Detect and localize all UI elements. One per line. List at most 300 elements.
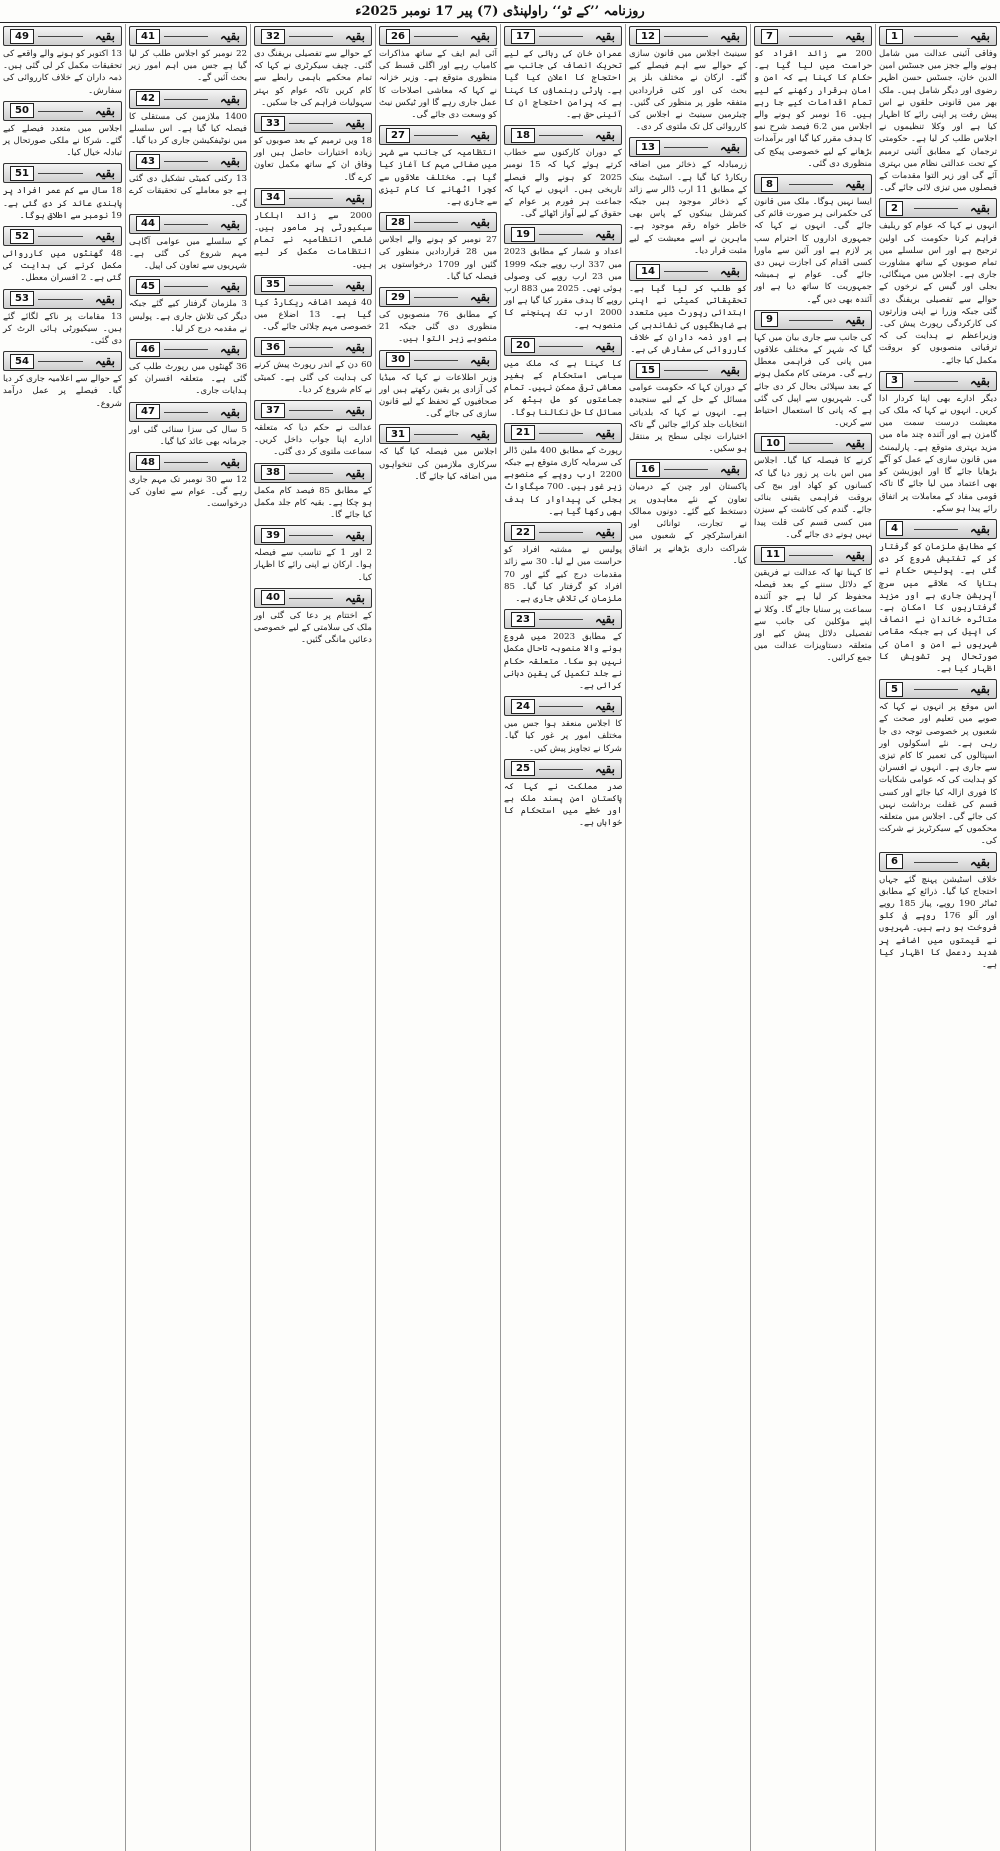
story-body: کی جانب سے جاری بیان میں کہا گیا کہ شہر کے مختلف علاقوں میں پانی کی فراہمی معطل رہے گی۔ مرمتی کام مکمل ہونے کے بعد سپلائی بحال کر دی جائے گی۔ شہریوں سے اپیل کی گئی ہے کہ پانی کا استعمال احتیاط سے کریں۔ [754,332,872,429]
header-swash [164,349,208,350]
continued-story [129,452,247,511]
story-body: 5 سال کی سزا سنائی گئی اور جرمانہ بھی عائد کیا گیا۔ [129,424,247,447]
header-swash [539,619,583,620]
continued-header [504,26,622,46]
story-number: 27 [386,128,410,143]
story-number: 46 [136,342,160,357]
story-number: 15 [636,363,660,378]
continued-label: بقیہ [594,761,615,776]
continued-header [129,214,247,234]
header-swash [539,433,583,434]
continued-story [504,336,622,419]
story-number: 9 [761,312,778,327]
continued-label: بقیہ [719,264,740,279]
continued-story [879,198,997,366]
header-swash [164,462,208,463]
continued-header [3,351,122,371]
continued-story [629,459,747,566]
header-swash [289,123,333,124]
header-swash [789,184,833,185]
story-number: 34 [261,190,285,205]
story-body: کے دوران کہا کہ حکومت عوامی مسائل کے حل کے لیے سنجیدہ ہے۔ انہوں نے کہا کہ بلدیاتی انتخابات جلد کرائے جائیں گے تاکہ اختیارات نچلی سطح پر منتقل ہو سکیں۔ [629,383,747,455]
story-number: 38 [261,465,285,480]
story-body: پاکستان اور چین کے درمیان تعاون کے نئے معاہدوں پر دستخط کیے گئے۔ دونوں ممالک نے تجارت، توانائی اور انفراسٹرکچر کے شعبوں میں شراکت داری بڑھانے پر اتفاق کیا۔ [629,482,747,566]
continued-header [129,402,247,422]
story-number: 6 [886,854,903,869]
continued-story [504,759,622,830]
continued-header [254,588,372,608]
story-body: 2 اور 1 کے تناسب سے فیصلہ ہوا۔ ارکان نے اپنی رائے کا اظہار کیا۔ [254,548,372,583]
continued-header [754,310,872,330]
continued-label: بقیہ [94,166,115,181]
story-number: 42 [136,91,160,106]
story-number: 53 [10,291,34,306]
continued-label: بقیہ [469,427,490,442]
continued-story [379,424,497,483]
continued-label: بقیہ [344,190,365,205]
story-number: 3 [886,373,903,388]
continued-story [3,163,122,222]
story-number: 49 [10,29,34,44]
continued-story [129,151,247,210]
continued-header [879,679,997,699]
header-swash [38,36,83,37]
continued-header [254,525,372,545]
story-body: کا اجلاس منعقد ہوا جس میں مختلف امور پر غور کیا گیا۔ شرکا نے تجاویز پیش کیں۔ [504,719,622,754]
continued-story [504,423,622,518]
story-body: کا کہنا تھا کہ عدالت نے فریقین کے دلائل سننے کے بعد فیصلہ محفوظ کر لیا ہے جو آئندہ سماعت پر سنایا جائے گا۔ وکلا نے اپنے مؤکلین کی جانب سے تفصیلی دلائل پیش کیے اور متعلقہ دستاویزات عدالت میں جمع کرائیں۔ [754,567,872,664]
story-body: 22 نومبر کو اجلاس طلب کر لیا گیا ہے جس میں اہم امور زیر بحث آئیں گے۔ [129,49,247,84]
continued-header [754,545,872,565]
continued-label: بقیہ [219,279,240,294]
continued-header [3,289,122,309]
header-swash [289,598,333,599]
continued-story [504,125,622,220]
continued-label: بقیہ [219,342,240,357]
header-swash [38,299,83,300]
continued-header [504,423,622,443]
continued-header [629,459,747,479]
continued-label: بقیہ [219,154,240,169]
story-number: 47 [136,404,160,419]
header-swash [38,361,83,362]
continued-story [879,519,997,675]
continued-story [629,137,747,257]
header-swash [664,469,708,470]
story-number: 2 [886,201,903,216]
news-column [250,24,375,1851]
continued-label: بقیہ [344,528,365,543]
continued-label: بقیہ [594,29,615,43]
continued-header [879,852,997,872]
continued-story [254,588,372,647]
continued-story [504,26,622,121]
header-swash [914,862,958,863]
story-number: 31 [386,427,410,442]
header-swash [289,410,333,411]
continued-header [254,275,372,295]
continued-label: بقیہ [844,177,865,192]
story-body: 200 سے زائد افراد کو حراست میں لیا گیا ہے۔ حکام کا کہنا ہے کہ امن و امان برقرار رکھنے کے لیے تمام اقدامات کیے جا رہے ہیں۔ 16 نومبر کو ہونے والے اجلاس میں 6.2 فیصد شرح نمو کا ہدف مقرر کیا گیا اور برآمدات بڑھانے کے لیے خصوصی پیکج کی منظوری دی گئی۔ [754,49,873,169]
continued-header [254,113,372,133]
continued-label: بقیہ [969,854,990,869]
story-body: کے سلسلے میں عوامی آگاہی مہم شروع کی گئی ہے۔ شہریوں سے تعاون کی اپیل۔ [129,236,247,272]
continued-label: بقیہ [94,103,115,118]
continued-header [3,163,122,183]
story-body: کے مطابق 2023 میں شروع ہونے والا منصوبہ تاحال مکمل نہیں ہو سکا۔ متعلقہ حکام نے جلد تکمیل کی یقین دہانی کرائی ہے۔ [504,632,623,691]
header-swash [664,370,708,371]
story-number: 50 [10,103,34,118]
continued-story [3,101,122,160]
story-body: اجلاس میں متعدد فیصلے کیے گئے۔ شرکا نے ملکی صورتحال پر تبادلہ خیال کیا۔ [3,123,122,159]
continued-header [879,26,997,46]
story-number: 36 [261,340,285,355]
continued-header [504,759,622,779]
continued-header [879,519,997,539]
story-body: 3 ملزمان گرفتار کیے گئے جبکہ دیگر کی تلاش جاری ہے۔ پولیس نے مقدمہ درج کر لیا۔ [129,299,247,334]
continued-header [629,26,747,46]
continued-label: بقیہ [719,363,740,378]
continued-label: بقیہ [344,340,365,355]
story-body: 48 گھنٹوں میں کارروائی مکمل کرنے کی ہدایت کی گئی ہے۔ 2 افسران معطل۔ [3,249,122,284]
story-number: 24 [511,699,535,714]
news-column [875,24,1000,1851]
story-body: کا کہنا ہے کہ ملک میں سیاسی استحکام کے بغیر معاشی ترقی ممکن نہیں۔ تمام جماعتوں کو مل بیٹھ کر مسائل کا حل نکالنا ہوگا۔ [504,358,622,418]
continued-header [504,125,622,145]
header-swash [789,443,833,444]
header-swash [289,198,333,199]
story-body: 12 سے 30 نومبر تک مہم جاری رہے گی۔ عوام سے تعاون کی درخواست۔ [129,475,248,510]
continued-label: بقیہ [219,455,240,470]
continued-story [129,89,247,148]
story-number: 1 [886,29,903,44]
continued-story [254,400,372,459]
continued-story [379,212,497,283]
continued-label: بقیہ [219,216,240,231]
continued-header [379,125,497,145]
continued-story [379,287,497,346]
continued-header [629,261,747,281]
continued-story [254,275,372,334]
continued-header [254,463,372,483]
header-swash [414,36,458,37]
header-swash [539,769,583,770]
continued-header [879,371,997,391]
continued-story [629,261,747,356]
story-number: 14 [636,264,660,279]
header-swash [539,346,583,347]
story-body: کے حوالے سے اعلامیہ جاری کر دیا گیا۔ فیصلے پر عمل درآمد شروع۔ [3,374,122,409]
news-column [750,24,875,1851]
page-masthead: روزنامہ ’’کے ٹو‘‘ راولپنڈی (7) پیر 17 نومبر 2025ء [0,0,1000,23]
continued-label: بقیہ [844,29,865,43]
story-body: 1400 ملازمین کی مستقلی کا فیصلہ کیا گیا ہے۔ اس سلسلے میں نوٹیفکیشن جاری کر دیا گیا۔ [129,111,247,147]
continued-header [379,350,497,370]
header-swash [539,36,583,37]
continued-header [129,151,247,171]
story-number: 18 [511,128,535,143]
story-body: کرنے کا فیصلہ کیا گیا۔ اجلاس میں اس بات پر زور دیا گیا کہ کسانوں کو کھاد اور بیج کی بروقت فراہمی یقینی بنائی جائے۔ گندم کی کاشت کے سیزن میں کسی قسم کی قلت پیدا نہیں ہونے دی جائے گی۔ [754,456,872,540]
story-number: 48 [136,455,160,470]
continued-label: بقیہ [344,403,365,418]
story-body: 18 سال سے کم عمر افراد پر پابندی عائد کر دی گئی ہے۔ 19 نومبر سے اطلاق ہوگا۔ [3,186,122,221]
story-body: عدالت نے حکم دیا کہ متعلقہ ادارے اپنا جواب داخل کریں۔ سماعت ملتوی کر دی گئی۔ [254,423,372,458]
header-swash [664,147,708,148]
header-swash [789,36,833,37]
header-swash [914,529,958,530]
story-number: 28 [386,215,410,230]
continued-story [129,339,247,398]
story-body: 13 مقامات پر ناکے لگائے گئے ہیں۔ سیکیورٹی ہائی الرٹ کر دی گئی۔ [3,311,122,347]
continued-story [129,214,247,273]
header-swash [664,271,708,272]
story-number: 5 [886,682,903,697]
story-body: صدر مملکت نے کہا کہ پاکستان امن پسند ملک ہے اور خطے میں استحکام کا خواہاں ہے۔ [504,781,622,829]
continued-label: بقیہ [469,352,490,367]
story-body: عمران خان کی رہائی کے لیے تحریک انصاف کی جانب سے احتجاج کا اعلان کیا گیا ہے۔ پارٹی رہنماؤں کا کہنا ہے کہ پرامن احتجاج ان کا آئینی حق ہے۔ [504,49,622,121]
continued-label: بقیہ [94,354,115,369]
header-swash [539,706,583,707]
continued-label: بقیہ [344,277,365,292]
story-body: 18 ویں ترمیم کے بعد صوبوں کو زیادہ اختیارات حاصل ہیں اور وفاق ان کے ساتھ مکمل تعاون کرے گا۔ [254,136,372,183]
continued-header [629,360,747,380]
continued-label: بقیہ [344,590,365,605]
continued-story [504,224,622,331]
continued-label: بقیہ [594,699,615,714]
header-swash [38,236,83,237]
header-swash [914,36,958,37]
story-number: 25 [511,761,535,776]
continued-label: بقیہ [844,547,865,562]
header-swash [414,222,458,223]
story-body: وزیر اطلاعات نے کہا کہ میڈیا کی آزادی پر یقین رکھتے ہیں اور صحافیوں کے تحفظ کے لیے قانون سازی کی جائے گی۔ [379,372,497,420]
header-swash [414,135,458,136]
header-swash [414,434,458,435]
continued-label: بقیہ [719,29,740,43]
continued-label: بقیہ [344,116,365,131]
story-body: کے مطابق ملزمان کو گرفتار کر کے تفتیش شروع کر دی گئی ہے۔ پولیس حکام نے بتایا کہ علاقے میں سرچ آپریشن جاری ہے اور مزید گرفتاریوں کا امکان ہے۔ متاثرہ خاندان نے انصاف کی اپیل کی ہے جبکہ مقامی شہریوں نے امن و امان کی صورتحال پر تشویش کا اظہار کیا ہے۔ [879,541,997,674]
continued-label: بقیہ [719,140,740,155]
continued-story [3,351,122,410]
continued-label: بقیہ [594,612,615,627]
story-number: 7 [761,29,778,44]
continued-story [754,174,872,306]
story-number: 10 [761,436,785,451]
continued-story [629,26,747,133]
news-column [0,24,125,1851]
continued-story [3,26,122,97]
story-body: اس موقع پر انہوں نے کہا کہ صوبے میں تعلیم اور صحت کے شعبوں پر خصوصی توجہ دی جا رہی ہے۔ نئے اسکولوں اور اسپتالوں کی تعمیر کا کام تیزی سے جاری ہے۔ انہوں نے افسران کو ہدایت کی کہ عوامی شکایات کا فوری ازالہ کیا جائے اور کسی قسم کی غفلت برداشت نہیں کی جائے گی۔ اجلاس میں متعلقہ محکموں کے سیکرٹریز نے شرکت کی۔ [879,702,997,847]
story-body: 13 اکتوبر کو ہونے والے واقعے کی تحقیقات مکمل کر لی گئی ہیں۔ ذمہ داران کے خلاف کارروائی کی سفارش۔ [3,49,122,96]
continued-label: بقیہ [219,29,240,43]
continued-header [254,337,372,357]
continued-header [629,137,747,157]
story-number: 4 [886,521,903,536]
continued-story [379,125,497,208]
story-body: پولیس نے مشتبہ افراد کو حراست میں لے لیا۔ 30 سے زائد مقدمات درج کیے گئے اور 70 افراد کو گرفتار کیا گیا۔ 85 ملزمان کی تلاش جاری ہے۔ [504,545,623,604]
story-body: 60 دن کے اندر رپورٹ پیش کرنے کی ہدایت کی گئی ہے۔ کمیٹی نے کام شروع کر دیا۔ [254,360,372,395]
story-body: 27 نومبر کو ہونے والے اجلاس میں 28 قراردادیں منظور کی گئیں اور 1709 درخواستوں پر فیصلہ کیا گیا۔ [379,235,497,282]
continued-label: بقیہ [844,436,865,451]
header-swash [664,36,708,37]
story-number: 51 [10,166,34,181]
continued-header [3,226,122,246]
story-number: 26 [386,29,410,44]
header-swash [289,535,333,536]
continued-label: بقیہ [594,227,615,242]
continued-header [379,26,497,46]
continued-header [129,339,247,359]
continued-label: بقیہ [94,291,115,306]
header-swash [539,234,583,235]
continued-header [129,276,247,296]
continued-header [879,198,997,218]
story-number: 41 [136,29,160,44]
continued-header [254,400,372,420]
story-number: 32 [261,29,285,44]
story-number: 16 [636,462,660,477]
continued-story [254,337,372,396]
story-body: آئی ایم ایف کے ساتھ مذاکرات کامیاب رہے اور اگلی قسط کی منظوری متوقع ہے۔ وزیر خزانہ نے کہا کہ معاشی اصلاحات کا عمل جاری رہے گا اور ٹیکس نیٹ کو وسعت دی جائے گی۔ [379,49,497,121]
story-number: 23 [511,612,535,627]
story-number: 22 [511,525,535,540]
continued-label: بقیہ [344,29,365,43]
continued-label: بقیہ [469,29,490,43]
continued-label: بقیہ [969,682,990,697]
continued-story [254,463,372,522]
columns-container [0,24,1000,1851]
continued-header [504,696,622,716]
continued-header [754,26,872,46]
continued-story [504,609,622,692]
story-number: 52 [10,229,34,244]
continued-header [504,522,622,542]
story-body: 40 فیصد اضافہ ریکارڈ کیا گیا ہے۔ 13 اضلاع میں خصوصی مہم چلائی جائے گی۔ [254,297,372,333]
news-column [500,24,625,1851]
header-swash [539,135,583,136]
continued-label: بقیہ [94,229,115,244]
header-swash [164,286,208,287]
continued-story [379,350,497,421]
story-body: کے اختتام پر دعا کی گئی اور ملک کی سلامتی کے لیے خصوصی دعائیں مانگی گئیں۔ [254,610,372,646]
continued-story [254,113,372,184]
continued-label: بقیہ [844,312,865,327]
story-number: 21 [511,425,535,440]
continued-story [754,26,872,170]
continued-label: بقیہ [594,128,615,143]
story-number: 30 [386,352,410,367]
story-number: 20 [511,338,535,353]
story-body: وفاقی آئینی عدالت میں شامل ہونے والے ججز میں جسٹس امین الدین خان، جسٹس حسن اظہر رضوی اور دیگر شامل ہیں۔ ملک بھر میں قانونی حلقوں نے اس پیش رفت پر اپنی رائے کا اظہار کیا ہے اور وکلا تنظیموں نے اجلاس طلب کر لیا ہے۔ حکومتی ترجمان کے مطابق آئینی ترمیم کے تحت عدالتی نظام میں بہتری آئے گی اور زیر التوا مقدمات کے فیصلوں میں تیزی لائی جائے گی۔ [879,49,997,194]
continued-label: بقیہ [594,425,615,440]
continued-story [629,360,747,455]
header-swash [789,320,833,321]
continued-header [504,609,622,629]
continued-header [129,26,247,46]
header-swash [289,473,333,474]
continued-story [129,402,247,448]
continued-header [3,101,122,121]
continued-label: بقیہ [594,338,615,353]
story-body: دیگر ادارے بھی اپنا کردار ادا کریں۔ انہوں نے کہا کہ ملک کی معیشت درست سمت میں گامزن ہے اور آئندہ چند ماہ میں مزید بہتری متوقع ہے۔ پارلیمنٹ میں قانون سازی کے عمل کو آگے بڑھایا جائے گا اور اپوزیشن کو بھی اعتماد میں لیا جائے گا تاکہ قومی مفاد کے معاملات پر اتفاق رائے پیدا ہو سکے۔ [879,393,997,514]
story-body: 36 گھنٹوں میں رپورٹ طلب کی گئی ہے۔ متعلقہ افسران کو ہدایات جاری۔ [129,362,247,397]
header-swash [38,111,83,112]
story-body: انتظامیہ کی جانب سے شہر میں صفائی مہم کا آغاز کیا گیا ہے۔ مختلف علاقوں سے کچرا اٹھانے کا کام تیزی سے جاری ہے۔ [379,148,497,208]
story-number: 12 [636,29,660,44]
continued-story [254,525,372,584]
continued-label: بقیہ [469,215,490,230]
continued-story [879,26,997,194]
story-number: 39 [261,528,285,543]
story-number: 37 [261,403,285,418]
continued-header [754,433,872,453]
story-number: 44 [136,216,160,231]
story-number: 45 [136,279,160,294]
continued-label: بقیہ [469,128,490,143]
story-body: کے دوران کارکنوں سے خطاب کرتے ہوئے کہا کہ 15 نومبر 2025 کو ہونے والے فیصلے تاریخی ہیں۔ انہوں نے کہا کہ جماعت ہر فورم پر عوام کے حقوق کے لیے آواز اٹھائے گی۔ [504,148,622,220]
story-body: خلاف اسٹیشن پہنچ گئے جہاں احتجاج کیا گیا۔ ذرائع کے مطابق ٹماٹر 190 روپے، پیاز 185 روپے اور آلو 176 روپے فی کلو فروخت ہو رہے ہیں۔ شہریوں نے قیمتوں میں اضافے پر شدید ردعمل کا اظہار کیا ہے۔ [879,874,998,970]
continued-header [504,224,622,244]
continued-header [129,452,247,472]
continued-header [379,212,497,232]
continued-label: بقیہ [969,201,990,216]
continued-header [129,89,247,109]
continued-header [379,287,497,307]
story-number: 13 [636,140,660,155]
continued-label: بقیہ [219,404,240,419]
header-swash [414,297,458,298]
story-number: 19 [511,227,535,242]
header-swash [414,360,458,361]
continued-label: بقیہ [969,373,990,388]
story-number: 35 [261,277,285,292]
story-number: 43 [136,154,160,169]
story-number: 11 [761,547,785,562]
story-number: 29 [386,290,410,305]
continued-story [504,696,622,755]
news-column [125,24,250,1851]
header-swash [164,161,208,162]
news-column [375,24,500,1851]
continued-story [879,679,997,847]
header-swash [38,173,83,174]
header-swash [539,532,583,533]
story-body: اجلاس میں فیصلہ کیا گیا کہ سرکاری ملازمین کی تنخواہوں میں اضافہ کیا جائے گا۔ [379,447,497,482]
header-swash [289,285,333,286]
story-body: انہوں نے کہا کہ عوام کو ریلیف فراہم کرنا حکومت کی اولین ترجیح ہے اور اس سلسلے میں تمام صوبوں کے ساتھ مشاورت جاری ہے۔ اجلاس میں مہنگائی، بجلی اور گیس کے نرخوں کے حوالے سے تفصیلی بریفنگ دی گئی جبکہ وزرا نے اپنی وزارتوں کی کارکردگی رپورٹ پیش کی۔ وزیراعظم نے ہدایت کی کہ ترقیاتی منصوبوں کو بروقت مکمل کیا جائے۔ [879,221,997,366]
continued-header [254,26,372,46]
story-body: اعداد و شمار کے مطابق 2023 میں 337 ارب روپے جبکہ 1999 میں 23 ارب روپے کی وصولی ہوئی تھی۔ 2025 میں 883 ارب روپے کا ہدف مقرر کیا گیا ہے اور 2000 ارب تک پہنچنے کا منصوبہ ہے۔ [504,247,623,331]
story-number: 40 [261,590,285,605]
story-body: سینیٹ اجلاس میں قانون سازی کے حوالے سے اہم فیصلے کیے گئے۔ ارکان نے مختلف بلز پر بحث کی اور کئی قراردادیں متفقہ طور پر منظور کی گئیں۔ چیئرمین سینیٹ نے اجلاس کی کارروائی کل تک ملتوی کر دی۔ [629,49,747,133]
header-swash [164,99,208,100]
continued-story [879,371,997,515]
header-swash [164,36,208,37]
header-swash [289,347,333,348]
continued-label: بقیہ [969,521,990,536]
continued-story [3,289,122,348]
continued-story [754,433,872,540]
header-swash [914,689,958,690]
continued-header [254,188,372,208]
continued-story [879,852,997,972]
header-swash [914,208,958,209]
continued-story [254,188,372,271]
continued-story [254,26,372,109]
continued-label: بقیہ [219,91,240,106]
continued-story [379,26,497,121]
header-swash [164,224,208,225]
